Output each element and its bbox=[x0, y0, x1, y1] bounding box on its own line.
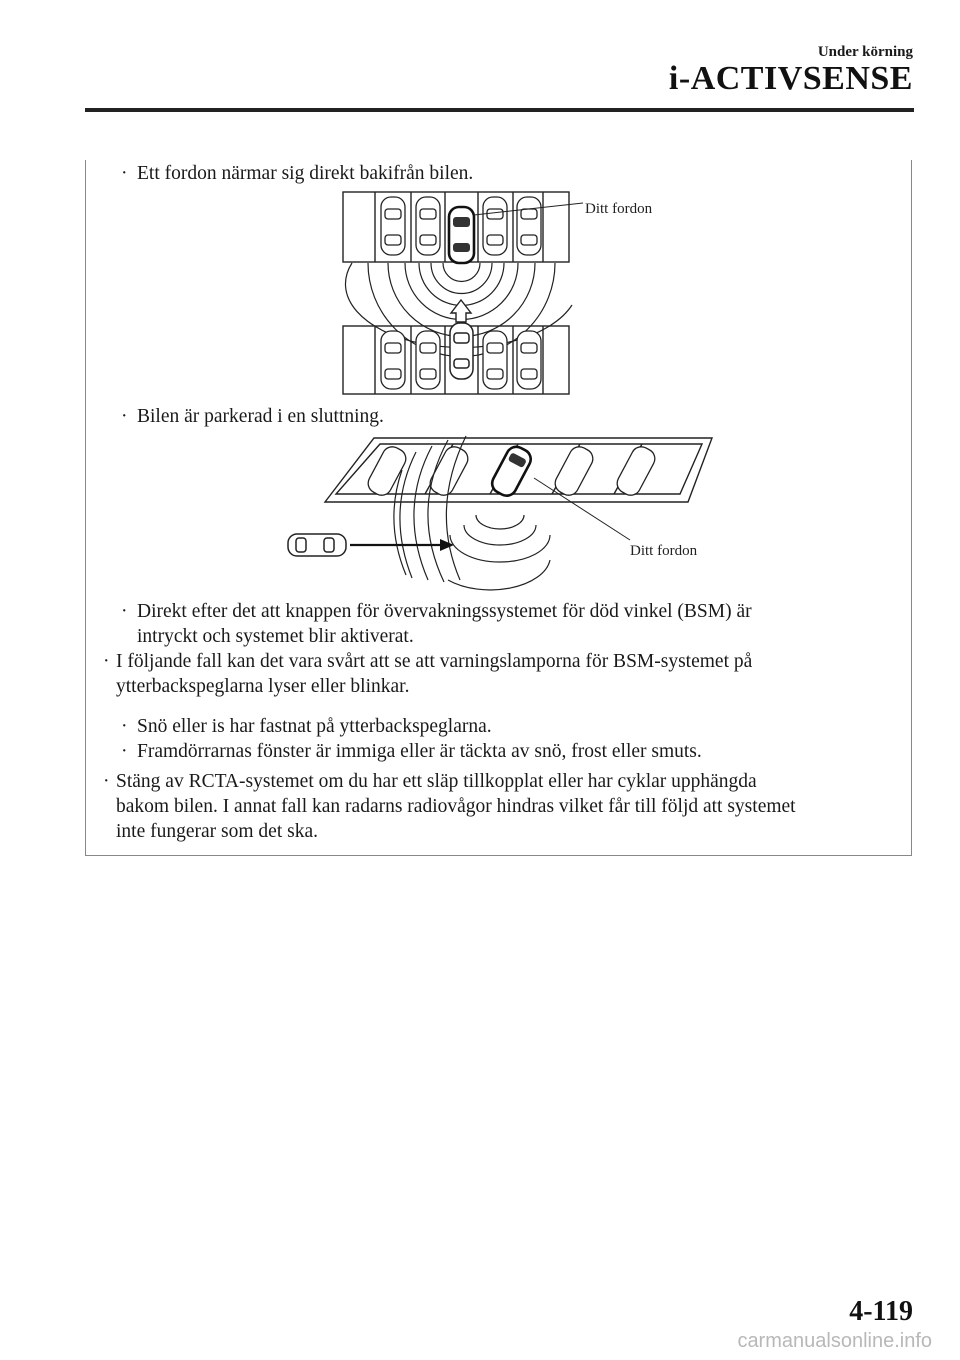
leader-line bbox=[534, 478, 630, 540]
section-title: Under körning bbox=[817, 44, 913, 60]
your-vehicle-slope bbox=[489, 443, 535, 499]
header-rule bbox=[85, 108, 914, 112]
list-item-line: Stäng av RCTA-systemet om du har ett släp tillkopplat eller har cyklar upphängda bbox=[116, 771, 757, 792]
bullet: · bbox=[121, 163, 128, 184]
list-item: Framdörrarnas fönster är immiga eller är täckta av snö, frost eller smuts. bbox=[137, 741, 702, 762]
list-item: Snö eller is har fastnat på ytterbackspeglarna. bbox=[137, 716, 492, 737]
page-number: 4-119 bbox=[849, 1296, 913, 1327]
arrowhead-icon bbox=[440, 539, 454, 551]
vehicle-label: Ditt fordon bbox=[630, 543, 698, 559]
slope-parking-figure bbox=[280, 430, 720, 590]
list-item-line: ytterbackspeglarna lyser eller blinkar. bbox=[116, 676, 410, 697]
bullet: · bbox=[121, 406, 128, 427]
approaching-vehicle bbox=[450, 323, 473, 379]
list-item-line: Direkt efter det att knappen för övervakningssystemet för död vinkel (BSM) är bbox=[137, 601, 752, 622]
list-item-line: inte fungerar som det ska. bbox=[116, 821, 318, 842]
list-item: Ett fordon närmar sig direkt bakifrån bilen. bbox=[137, 163, 474, 184]
list-item-line: I följande fall kan det vara svårt att se att varningslamporna för BSM-systemet på bbox=[116, 651, 753, 672]
your-vehicle-top bbox=[449, 207, 474, 263]
bullet: · bbox=[103, 651, 110, 672]
bullet: · bbox=[121, 601, 128, 622]
bullet: · bbox=[121, 716, 128, 737]
watermark: carmanualsonline.info bbox=[737, 1330, 932, 1352]
list-item-line: bakom bilen. I annat fall kan radarns radiovågor hindras vilket får till följd att systemet bbox=[116, 796, 796, 817]
bullet: · bbox=[103, 771, 110, 792]
list-item: Bilen är parkerad i en sluttning. bbox=[137, 406, 384, 427]
list-item-line: intryckt och systemet blir aktiverat. bbox=[137, 626, 414, 647]
crossing-vehicle bbox=[288, 534, 346, 556]
vehicle-label: Ditt fordon bbox=[585, 201, 653, 217]
bullet: · bbox=[121, 741, 128, 762]
chapter-title: i-ACTIVSENSE bbox=[668, 60, 913, 97]
rear-approach-figure bbox=[330, 185, 710, 400]
